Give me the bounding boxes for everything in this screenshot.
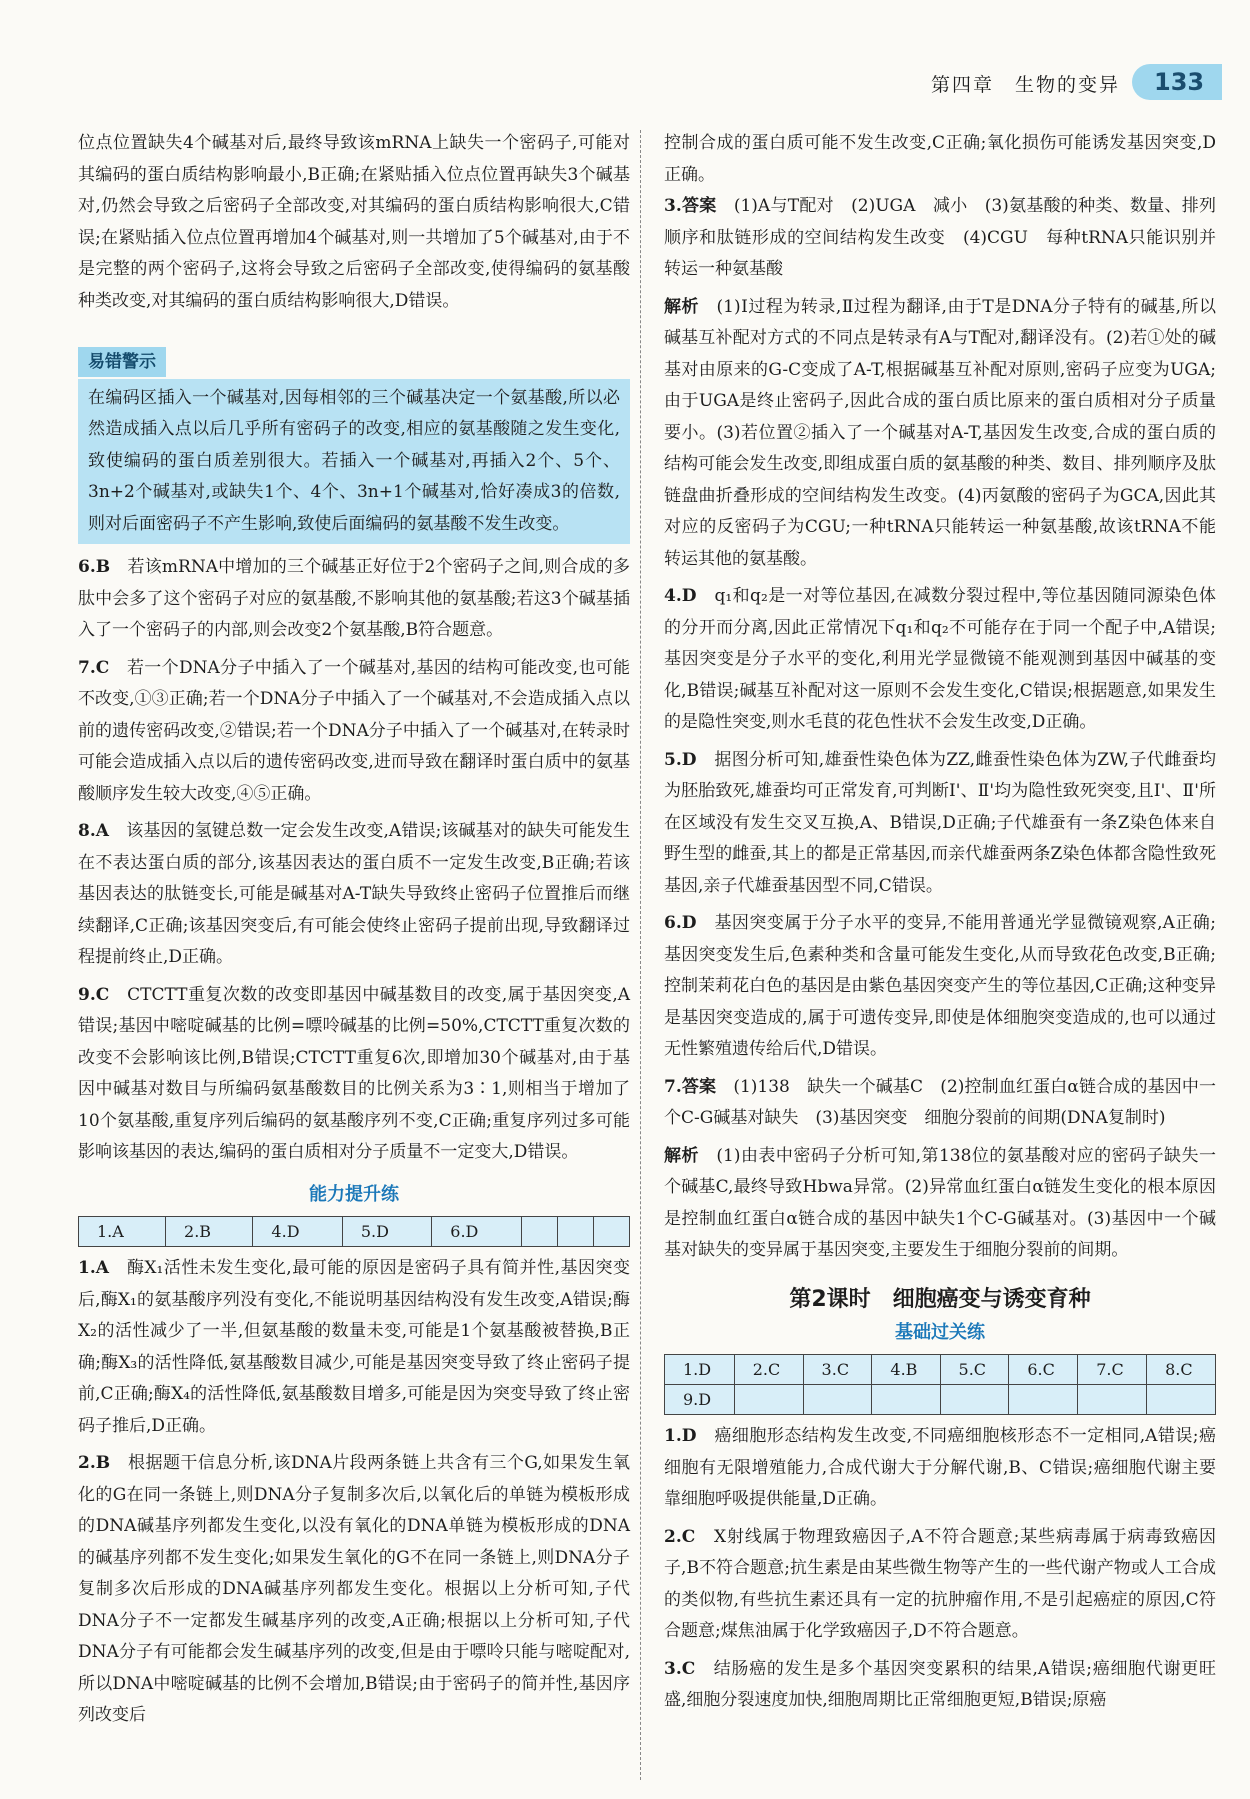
answer-number: 3.答案 xyxy=(664,196,717,216)
column-divider xyxy=(640,130,641,1780)
answer-p1 xyxy=(78,1253,630,1442)
answer-number: 6.D xyxy=(664,913,697,933)
page-number: 133 xyxy=(1132,64,1222,100)
answer-5 xyxy=(664,745,1216,903)
answer-text: 据图分析可知,雄蚕性染色体为ZZ,雌蚕性染色体为ZW,子代雌蚕均为胚胎致死,雄蚕均可正常发育,可判断Ⅰ'、Ⅱ'均为隐性致死突变,且Ⅰ'、Ⅱ'所在区域没有发生交叉互换,A、B错误,D正确;子代雄蚕有一条Z染色体来自野生型的雌蚕,其上的都是正常基因,而亲代雄蚕两条Z染色体都含隐性致死基因,亲子代雄蚕基因型不同,C错误。 xyxy=(664,749,1216,896)
table-cell xyxy=(1147,1385,1216,1415)
lesson-title: 第2课时 细胞癌变与诱变育种 xyxy=(789,1286,1091,1312)
answer-number: 4.D xyxy=(664,586,697,606)
answer-text: 酶X₁活性未发生变化,最可能的原因是密码子具有简并性,基因突变后,酶X₁的氨基酸序列没有变化,不能说明基因结构没有发生改变,A错误;酶X₂的活性减少了一半,但氨基酸的数量未变,可能是1个氨基酸被替换,B正确;酶X₃的活性降低,氨基酸数目减少,可能是基因突变导致了终止密码子提前,C正确;酶X₄的活性降低,氨基酸数目增多,可能是因为突变导致了终止密码子推后,D正确。 xyxy=(78,1258,631,1436)
table-cell: 1.A xyxy=(79,1217,166,1247)
answer-number: 7.C xyxy=(78,657,110,678)
table-cell xyxy=(940,1385,1009,1415)
right-column xyxy=(664,128,1216,1723)
table-cell: 5.C xyxy=(940,1355,1009,1385)
answer-number: 8.A xyxy=(78,821,109,841)
answer-number: 2.B xyxy=(78,1453,111,1473)
warning-tag: 易错警示 xyxy=(78,347,166,377)
answer-p2 xyxy=(78,1448,630,1732)
answer-text: 若一个DNA分子中插入了一个碱基对,基因的结构可能改变,也可能不改变,①③正确;若一个DNA分子中插入了一个碱基对,不会造成插入点以前的遗传密码改变,②错误;若一个DNA分子中插入了一个碱基对,在转录时可能会造成插入点以后的遗传密码改变,进而导致在翻译时蛋白质中的氨基酸顺序发生较大改变,④⑤正确。 xyxy=(78,657,631,804)
answer-text: 该基因的氢键总数一定会发生改变,A错误;该碱基对的缺失可能发生在不表达蛋白质的部分,该基因表达的蛋白质不一定发生改变,B正确;若该基因表达的肽链变长,可能是碱基对A-T缺失导致终止密码子位置推后而继续翻译,C正确;该基因突变后,有可能会使终止密码子提前出现,导致翻译过程提前终止,D正确。 xyxy=(78,821,630,967)
warning-box xyxy=(78,379,630,545)
continued-paragraph: 控制合成的蛋白质可能不发生改变,C正确;氧化损伤可能诱发基因突变,D正确。 xyxy=(664,133,1216,185)
table-cell: 6.C xyxy=(1009,1355,1078,1385)
chapter-title: 第四章 生物的变异 xyxy=(930,74,1120,96)
answer-7 xyxy=(78,653,630,811)
table-cell xyxy=(734,1385,803,1415)
table-cell xyxy=(872,1385,940,1415)
answer-text: (1)A与T配对 (2)UGA 减小 (3)氨基酸的种类、数量、排列顺序和肽链形成的空间结构发生改变 (4)CGU 每种tRNA只能识别并转运一种氨基酸 xyxy=(664,196,1217,279)
analysis-3 xyxy=(664,292,1216,576)
analysis-label: 解析 xyxy=(664,296,700,317)
answer-4 xyxy=(664,581,1216,739)
warning-text: 在编码区插入一个碱基对,因每相邻的三个碱基决定一个氨基酸,所以必然造成插入点以后几乎所有密码子的改变,相应的氨基酸随之发生变化,致使编码的蛋白质差别很大。若插入一个碱基对,再插入2个、5个、3n+2个碱基对,或缺失1个、4个、3n+1个碱基对,恰好凑成3的倍数,则对后面密码子不产生影响,致使后面编码的氨基酸不发生改变。 xyxy=(88,387,620,534)
answer-number: 6.B xyxy=(78,557,111,577)
intro-paragraph: 位点位置缺失4个碱基对后,最终导致该mRNA上缺失一个密码子,可能对其编码的蛋白质结构影响最小,B正确;在紧贴插入位点位置再缺失3个碱基对,仍然会导致之后密码子全部改变,对其编码的蛋白质结构影响很大,C错误;在紧贴插入位点位置再增加4个碱基对,则一共增加了5个碱基对,由于不是完整的两个密码子,这将会导致之后密码子全部改变,使得编码的氨基酸种类改变,对其编码的蛋白质结构影响很大,D错误。 xyxy=(78,133,630,311)
table-cell xyxy=(1078,1385,1147,1415)
answer-9 xyxy=(78,980,630,1169)
table-cell: 2.B xyxy=(166,1217,253,1247)
analysis-text: (1)Ⅰ过程为转录,Ⅱ过程为翻译,由于T是DNA分子特有的碱基,所以碱基互补配对方式的不同点是转录有A与T配对,翻译没有。(2)若①处的碱基对由原来的G-C变成了A-T,根据碱基互补配对原则,密码子应变为UGA;由于UGA是终止密码子,因此合成的蛋白质比原来的蛋白质相对分子质量要小。(3)若位置②插入了一个碱基对A-T,基因发生改变,合成的蛋白质的结构可能会发生改变,即组成蛋白质的氨基酸的种类、数目、排列顺序及肽链盘曲折叠形成的空间结构发生改变。(4)丙氨酸的密码子为GCA,因此其对应的反密码子为CGU;一种tRNA只能转运一种氨基酸,故该tRNA不能转运其他的氨基酸。 xyxy=(664,296,1217,569)
table-cell xyxy=(557,1217,593,1247)
table-cell: 4.D xyxy=(253,1217,342,1247)
answer-table xyxy=(78,1216,630,1247)
analysis-7 xyxy=(664,1141,1216,1267)
section-title: 基础过关练 xyxy=(895,1321,985,1343)
left-column xyxy=(78,128,630,1738)
answer-text: X射线属于物理致癌因子,A不符合题意;某些病毒属于病毒致癌因子,B不符合题意;抗生素是由某些微生物等产生的一些代谢产物或人工合成的类似物,有些抗生素还具有一定的抗肿瘤作用,不是引起癌症的原因,C符合题意;煤焦油属于化学致癌因子,D不符合题意。 xyxy=(664,1526,1216,1641)
answer-6 xyxy=(78,552,630,647)
table-cell: 4.B xyxy=(872,1355,940,1385)
answer-number: 2.C xyxy=(664,1526,696,1547)
answer-text: (1)138 缺失一个碱基C (2)控制血红蛋白α链合成的基因中一个C-G碱基对缺失 (3)基因突变 细胞分裂前的间期(DNA复制时) xyxy=(664,1076,1217,1128)
table-cell: 7.C xyxy=(1078,1355,1147,1385)
answer-text: 结肠癌的发生是多个基因突变累积的结果,A错误;癌细胞代谢更旺盛,细胞分裂速度加快,细胞周期比正常细胞更短,B错误;原癌 xyxy=(664,1658,1216,1710)
answer-3 xyxy=(664,191,1216,286)
analysis-text: (1)由表中密码子分析可知,第138位的氨基酸对应的密码子缺失一个碱基C,最终导致Hbwa异常。(2)异常血红蛋白α链发生变化的根本原因是控制血红蛋白α链合成的基因中缺失1个C-G碱基对。(3)基因中一个碱基对缺失的变异属于基因突变,主要发生于细胞分裂前的间期。 xyxy=(664,1145,1216,1260)
answer-number: 1.A xyxy=(78,1258,109,1278)
answer-text: q₁和q₂是一对等位基因,在减数分裂过程中,等位基因随同源染色体的分开而分离,因此正常情况下q₁和q₂不可能存在于同一个配子中,A错误;基因突变是分子水平的变化,利用光学显微镜不能观测到基因中碱基的变化,B错误;碱基互补配对这一原则不会发生变化,C错误;根据题意,如果发生的是隐性突变,则水毛茛的花色性状不会发生改变,D正确。 xyxy=(664,586,1217,732)
answer-b1 xyxy=(664,1421,1216,1516)
table-cell xyxy=(593,1217,629,1247)
answer-number: 7.答案 xyxy=(664,1076,717,1097)
table-cell: 9.D xyxy=(665,1385,735,1415)
answer-text: 若该mRNA中增加的三个碱基正好位于2个密码子之间,则合成的多肽中会多了这个密码子对应的氨基酸,不影响其他的氨基酸;若这3个碱基插入了一个密码子的内部,则会改变2个氨基酸,B符合题意。 xyxy=(78,557,630,640)
table-cell xyxy=(521,1217,557,1247)
table-cell xyxy=(1009,1385,1078,1415)
answer-b3 xyxy=(664,1654,1216,1717)
table-cell: 2.C xyxy=(734,1355,803,1385)
table-cell: 5.D xyxy=(342,1217,431,1247)
table-cell: 6.D xyxy=(432,1217,521,1247)
answer-b2 xyxy=(664,1522,1216,1648)
answer-table xyxy=(664,1354,1216,1415)
section-title: 能力提升练 xyxy=(309,1183,399,1205)
table-cell: 1.D xyxy=(665,1355,735,1385)
answer-number: 1.D xyxy=(664,1426,697,1446)
answer-number: 9.C xyxy=(78,984,110,1005)
answer-text: CTCTT重复次数的改变即基因中碱基数目的改变,属于基因突变,A错误;基因中嘧啶碱基的比例=嘌呤碱基的比例=50%,CTCTT重复次数的改变不会影响该比例,B错误;CTCTT重复6次,即增加30个碱基对,由于基因中碱基对数目与所编码氨基酸数目的比例关系为3∶1,则相当于增加了10个氨基酸,重复序列后编码的氨基酸序列不变,C正确;重复序列过多可能影响该基因的表达,编码的蛋白质相对分子质量不一定变大,D错误。 xyxy=(78,984,631,1162)
answer-text: 基因突变属于分子水平的变异,不能用普通光学显微镜观察,A正确;基因突变发生后,色素种类和含量可能发生变化,从而导致花色改变,B正确;控制茉莉花白色的基因是由紫色基因突变产生的等位基因,C正确;这种变异是基因突变造成的,属于可遗传变异,即使是体细胞突变造成的,也可以通过无性繁殖遗传给后代,D错误。 xyxy=(664,913,1217,1059)
answer-7r xyxy=(664,1072,1216,1135)
answer-text: 根据题干信息分析,该DNA片段两条链上共含有三个G,如果发生氧化的G在同一条链上,则DNA分子复制多次后,以氧化后的单链为模板形成的DNA碱基序列都发生变化,以没有氧化的DNA单链为模板形成的DNA的碱基序列都不发生变化;如果发生氧化的G不在同一条链上,则DNA分子复制多次后形成的DNA碱基序列都发生变化。根据以上分析可知,子代DNA分子不一定都发生碱基序列的改变,A正确;根据以上分析可知,子代DNA分子有可能都会发生碱基序列的改变,但是由于嘌呤只能与嘧啶配对,所以DNA中嘧啶碱基的比例不会增加,B错误;由于密码子的简并性,基因序列改变后 xyxy=(78,1453,631,1725)
table-cell: 8.C xyxy=(1147,1355,1216,1385)
analysis-label: 解析 xyxy=(664,1145,699,1166)
page-header xyxy=(0,62,1250,102)
answer-8 xyxy=(78,816,630,974)
table-cell xyxy=(803,1385,872,1415)
answer-text: 癌细胞形态结构发生改变,不同癌细胞核形态不一定相同,A错误;癌细胞有无限增殖能力,合成代谢大于分解代谢,B、C错误;癌细胞代谢主要靠细胞呼吸提供能量,D正确。 xyxy=(664,1426,1217,1509)
answer-6r xyxy=(664,908,1216,1066)
answer-number: 3.C xyxy=(664,1658,696,1679)
table-cell: 3.C xyxy=(803,1355,872,1385)
answer-number: 5.D xyxy=(664,749,697,770)
